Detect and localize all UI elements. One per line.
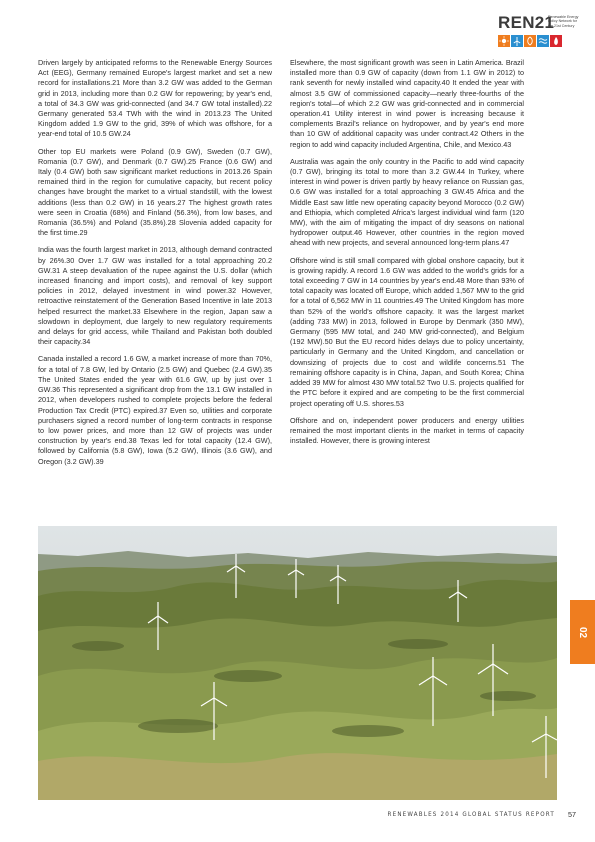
logo-tagline: Renewable Energy Policy Network for the 21st Century bbox=[548, 15, 579, 28]
report-title-footer: RENEWABLES 2014 GLOBAL STATUS REPORT bbox=[387, 811, 555, 818]
wind-farm-illustration bbox=[38, 526, 557, 800]
paragraph: Australia was again the only country in the Pacific to add wind capacity (0.7 GW), bringing its total to more than 3.2 GW.44 In Turkey, where interest in wind power is driven partly by heavy reliance on Russian gas, 0.6 GW was installed for a total approaching 3 GW.45 Africa and the Middle East saw little new operating capacity beyond Morocco (0.2 GW) and Ethiopia, which completed Africa's largest individual wind farm (120 MW), with the aim of mitigating the impact of dry seasons on national hydropower output.46 However, other countries in the region moved ahead with new projects, and several announced long-term plans.47 bbox=[290, 156, 524, 248]
left-text-column bbox=[38, 58, 272, 474]
flame-icon bbox=[550, 34, 562, 46]
paragraph: Canada installed a record 1.6 GW, a market increase of more than 70%, for a total of 7.8 GW, led by Ontario (2.5 GW) and Quebec (2.4 GW).35 The United States ended the year with 61.6 GW, up by just over 1 GW.36 This represented a significant drop from the 13.1 GW installed in 2012, when developers rushed to complete projects before the federal Production Tax Credit (PTC) expired.37 Even so, utilities and corporate purchasers signed a record number of long-term contracts in response to low power prices, and more than 12 GW of projects was under construction by year's end.38 Texas led for total capacity (12.4 GW), followed by California (5.8 GW), Iowa (5.2 GW), Illinois (3.6 GW), and Oregon (3.2 GW).39 bbox=[38, 354, 272, 466]
wind-turbine-icon bbox=[511, 34, 523, 46]
paragraph: Other top EU markets were Poland (0.9 GW), Sweden (0.7 GW), Romania (0.7 GW), and Denmark (0.7 GW).25 France (0.6 GW) and Italy (0.4 GW) both saw significant market reductions in 2013.26 Spain remained third in the region for cumulative capacity, but recent policy changes have brought the market to a virtual standstill, with the lowest additions (less than 0.2 GW) in 16 years.27 The highest growth rates were seen in Croatia (68%) and Finland (56.3%), from low bases, and Romania (36.5%) and Poland (35.8%).28 Slovenia added capacity for the first time.29 bbox=[38, 146, 272, 238]
section-tab bbox=[570, 600, 595, 664]
logo-icon-row bbox=[498, 34, 562, 46]
paragraph: Driven largely by anticipated reforms to the Renewable Energy Sources Act (EEG), Germany remained Europe's largest market and set a new record for installations.21 More than 3.2 GW was added to the German grid in 2013, including more than 0.2 GW for repowering; by year's end, a total of 34.3 GW was grid-connected (and 34.7 GW total installed).22 Germany generated 53.4 TWh with the wind in 2013.23 The United Kingdom added 1.9 GW to the grid, 39% of which was offshore, for a year-end total of 10.5 GW.24 bbox=[38, 58, 272, 139]
wind-farm-landscape-photo bbox=[38, 526, 557, 800]
paragraph: India was the fourth largest market in 2013, although demand contracted by 26%.30 Over 1.7 GW was installed for a total approaching 20.2 GW.31 A steep devaluation of the rupee against the U.S. dollar (which increased financing and import costs), and removal of key support policies in 2012, delayed investment in wind power.32 However, retroactive reinstatement of the Generation Based Incentive in late 2013 helped resurrect the market.33 Elsewhere in the region, Japan saw a slowdown in deployment, due largely to new regulatory requirements and delays for grid access, while Thailand and Pakistan both doubled their capacity.34 bbox=[38, 245, 272, 347]
right-text-column bbox=[290, 58, 524, 453]
section-number: 02 bbox=[577, 626, 588, 638]
ren21-logo bbox=[498, 14, 580, 50]
water-waves-icon bbox=[537, 34, 549, 46]
bioenergy-icon bbox=[524, 34, 536, 46]
page-number: 57 bbox=[568, 810, 576, 819]
paragraph: Offshore and on, independent power producers and energy utilities remained the most important clients in the market in terms of capacity installed. However, there is growing interest bbox=[290, 415, 524, 446]
sun-icon bbox=[498, 34, 510, 46]
logo-wordmark: REN21 bbox=[498, 13, 555, 32]
paragraph: Offshore wind is still small compared with global onshore capacity, but it is growing rapidly. A record 1.6 GW was added to the world's grids for a total exceeding 7 GW in 14 countries by year's end.48 More than 93% of total capacity was located off Europe, which added 1,567 MW to the grid for a total of 6,562 MW in 11 countries.49 The United Kingdom has more than 52% of the world's offshore capacity. It was the largest market (adding 733 MW) in 2013, followed in Europe by Denmark (350 MW), Germany (595 MW total, and 240 MW grid-connected), and Belgium (192 MW).50 But the EU record hides delays due to policy uncertainty, particularly in Germany and the United Kingdom, and cancellation or downsizing of projects due to cost and wildlife concerns.51 The remaining offshore capacity is in China, Japan, and South Korea; China added 39 MW for almost 430 MW total.52 Two U.S. projects qualified for the PTC before it expired and are competing to be the first commercial project operating off U.S. shores.53 bbox=[290, 255, 524, 408]
paragraph: Elsewhere, the most significant growth was seen in Latin America. Brazil installed more than 0.9 GW of capacity (down from 1.1 GW in 2012) to rank seventh for newly installed wind capacity.40 It ended the year with almost 3.5 GW of commissioned capacity—nearly three-fourths of the region's total—of which 2.2 GW was grid-connected and in commercial operation.41 Utility interest in wind power is increasing because it complements Brazil's reliance on hydropower, and by year's end more than 10 GW of additional capacity was under contract.42 Others in the region to add wind capacity included Argentina, Chile, and Mexico.43 bbox=[290, 58, 524, 149]
